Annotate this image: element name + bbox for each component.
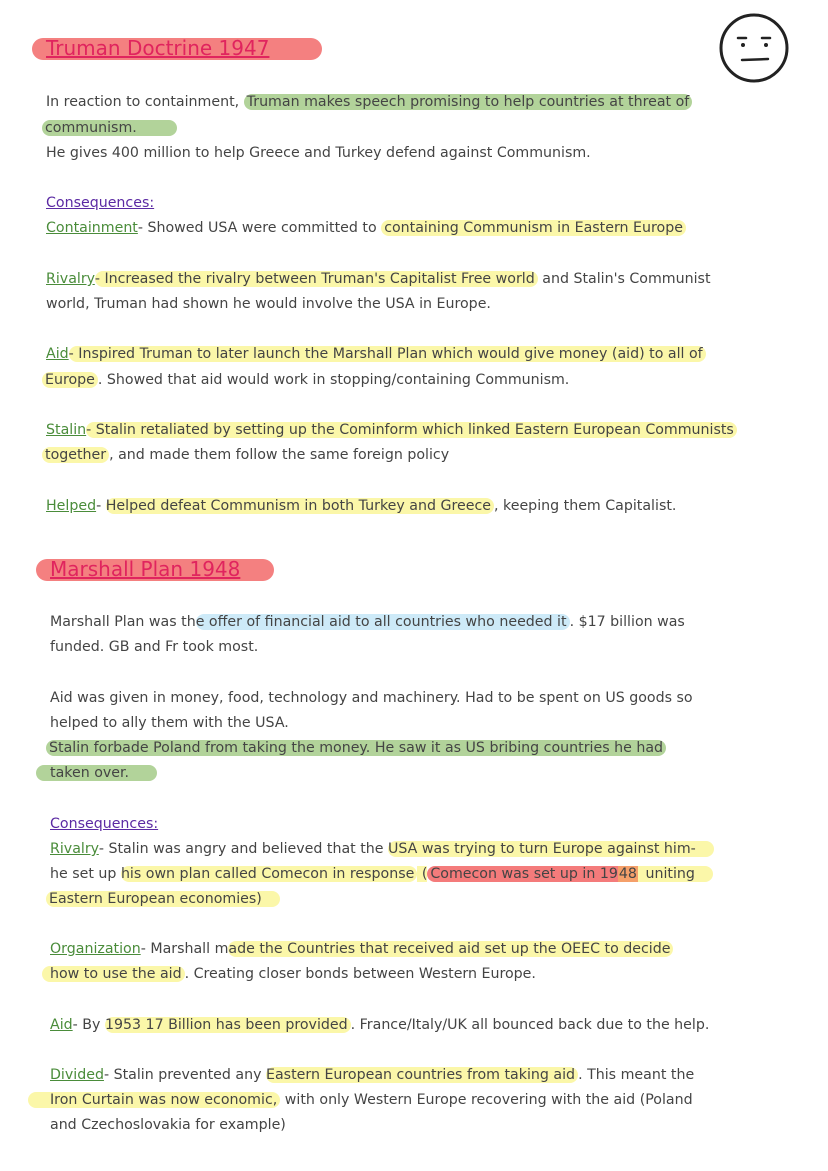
marshall-rivalry-line3 [46,887,280,912]
truman-consequences-heading: Consequences: [46,195,155,211]
highlight-green: Truman makes speech promising to help countries at threat of [244,94,693,110]
marshall-p2-line1: Aid was given in money, food, technology and machinery. Had to be spent on US goods so [50,690,693,706]
highlight-yellow: USA was trying to turn Europe against him- [388,841,714,857]
marshall-divided-line3: and Czechoslovakia for example) [50,1117,286,1133]
truman-title: Truman Doctrine 1947 [46,36,270,60]
marshall-divided-line1 [50,1063,694,1088]
text: In reaction to containment, [46,94,244,110]
highlight-green: taken over. [36,765,157,781]
truman-aid-line2 [42,368,569,393]
term-helped: Helped [46,498,97,514]
truman-stalin-line1 [46,418,737,443]
marshall-org-line1 [50,937,673,962]
text: and Stalin's Communist [537,271,711,287]
marshall-consequences-heading: Consequences: [50,816,159,832]
text: ( [417,866,428,882]
truman-intro-line2 [42,116,177,141]
highlight-yellow: Helped defeat Communism in both Turkey and Greece [106,498,494,514]
term-aid: Aid [50,1017,73,1033]
highlight-yellow: uniting [638,866,713,882]
term-rivalry: Rivalry [46,271,95,287]
text: . This meant the [578,1067,695,1083]
text: Marshall Plan was th [50,614,196,630]
text: . Creating closer bonds between Western Europe. [184,966,536,982]
text: - Stalin prevented any [103,1067,267,1083]
highlight-yellow: Eastern European countries from taking aid [266,1067,578,1083]
term-aid: Aid [46,346,69,362]
marshall-title: Marshall Plan 1948 [50,557,241,581]
highlight-yellow: 1953 17 Billion has been provided [105,1017,351,1033]
neutral-face-icon [718,12,790,84]
text: - [96,498,106,514]
marshall-rivalry-line2 [50,862,713,887]
text: , and made them follow the same foreign policy [109,447,450,463]
marshall-p2-line2: helped to ally them with the USA. [50,715,289,731]
text: , keeping them Capitalist. [494,498,677,514]
highlight-green: Stalin forbade Poland from taking the money. He saw it as US bribing countries he had [46,740,666,756]
highlight-yellow: Europe [42,372,98,388]
term-divided: Divided [50,1067,104,1083]
highlight-yellow: - Stalin retaliated by setting up the Cominform which linked Eastern European Communists [86,422,737,438]
marshall-p2-line4 [36,761,157,786]
term-organization: Organization [50,941,141,957]
highlight-yellow: how to use the aid [42,966,185,982]
text: with only Western Europe recovering with the aid (Poland [280,1092,693,1108]
truman-aid-line1 [46,342,706,367]
truman-helped [46,494,676,519]
truman-rivalry-line2: world, Truman had shown he would involve the USA in Europe. [46,296,491,312]
truman-stalin-line2 [42,443,449,468]
truman-intro-line1 [46,90,692,115]
text: - Stalin was angry and believed that the [98,841,389,857]
marshall-p1-line2: funded. GB and Fr took most. [50,639,259,655]
highlight-orange: 48 [618,866,637,882]
term-containment: Containment [46,220,138,236]
highlight-yellow: Eastern European economies) [46,891,280,907]
highlight-yellow: - Increased the rivalry between Truman's Capitalist Free world [95,271,538,287]
truman-rivalry-line1 [46,267,711,292]
truman-containment [46,216,686,241]
highlight-yellow: Iron Curtain was now economic, [28,1092,280,1108]
highlight-green: communism. [42,120,177,136]
text: - Marshall m [140,941,229,957]
term-stalin: Stalin [46,422,87,438]
text: . Showed that aid would work in stopping/containing Communism. [97,372,570,388]
highlight-blue: e offer of financial aid to all countries who needed it [196,614,570,630]
marshall-p2-line3 [46,736,666,761]
marshall-rivalry-line1 [50,837,714,862]
highlight-yellow: containing Communism in Eastern Europe [381,220,686,236]
truman-intro-line3: He gives 400 million to help Greece and Turkey defend against Communism. [46,145,591,161]
marshall-org-line2 [42,962,536,987]
highlight-yellow: his own plan called Comecon in response [121,866,417,882]
highlight-red: Comecon was set up in 19 [427,866,618,882]
marshall-divided-line2 [28,1088,693,1113]
text: he set up [50,866,121,882]
term-rivalry: Rivalry [50,841,99,857]
text: . $17 billion was [569,614,685,630]
text: - By [72,1017,105,1033]
text: - Showed USA were committed to [137,220,382,236]
marshall-p1-line1 [50,610,685,635]
highlight-yellow: - Inspired Truman to later launch the Marshall Plan which would give money (aid) to all of [69,346,706,362]
highlight-yellow: together [42,447,109,463]
marshall-aid [50,1013,709,1038]
highlight-yellow: ade the Countries that received aid set up the OEEC to decide [228,941,673,957]
text: . France/Italy/UK all bounced back due to the help. [350,1017,710,1033]
